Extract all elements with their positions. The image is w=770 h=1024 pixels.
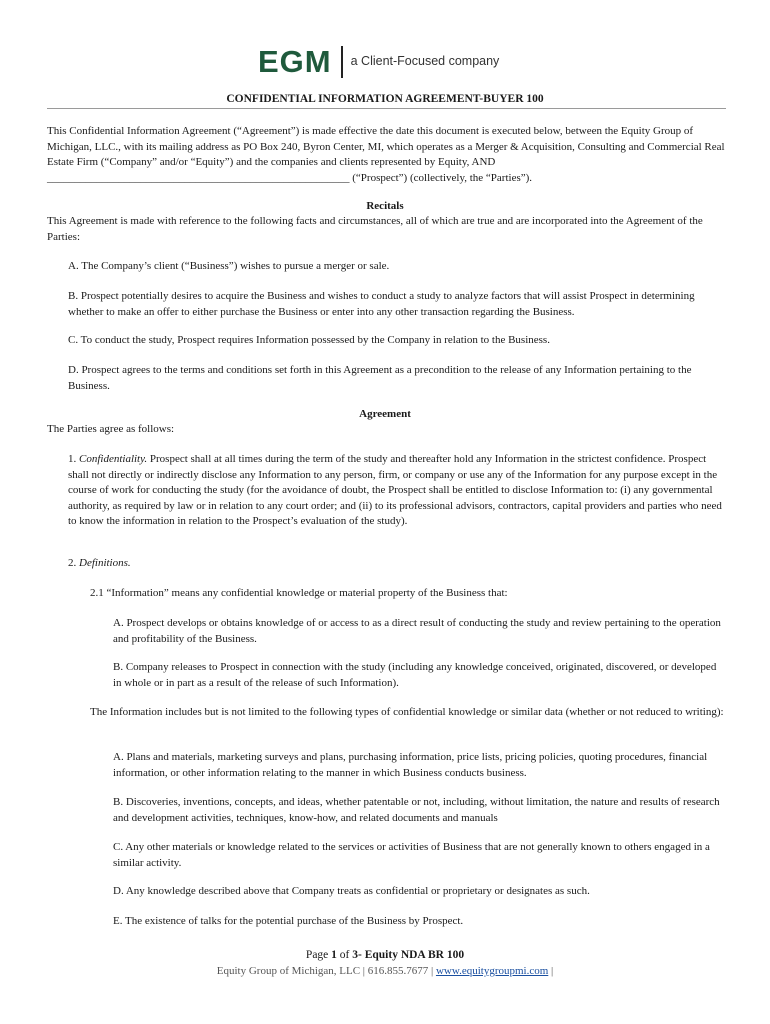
page-footer-number: Page 1 of 3- Equity NDA BR 100 [305,949,465,961]
contact-info: Equity Group of Michigan, LLC | 616.855.7677 | [216,965,436,977]
recital-a: A. The Company’s client (“Business”) wishes to pursue a merger or sale. [68,260,390,272]
website-link[interactable]: www.equitygroupmi.com [435,965,549,977]
page-footer-contact: Equity Group of Michigan, LLC | 616.855.7677 | www.equitygroupmi.com | [216,965,554,977]
section-definitions [68,556,728,572]
title-rule [47,108,726,109]
page-total: 3 [352,949,358,961]
section-title: Definitions. [79,557,131,569]
recitals-heading: Recitals [366,200,404,212]
section-number: 1. [68,453,79,465]
section-body: Prospect shall at all times during the term of the study and thereafter hold any Information in the strictest confidence. Prospect shall not directly or indirectly disclose any Information to any person, firm, or company or use any of the Information for any purpose except in the course of work for conducting the study (for the avoidance of doubt, the Prospect shall be entitled to disclose Information to: (i) any governmental authority, as required by law or in relation to any court order; and (ii) to its professional advisors, contractors, capital providers and parties who need to know the information in relation to the Prospect’s evaluation of the study). [68,453,722,527]
recital-d: D. Prospect agrees to the terms and conditions set forth in this Agreement as a precondition to the release of any Information pertaining to the Business. [68,364,692,392]
section-number: 2. [68,557,79,569]
doc-code: - Equity NDA BR 100 [358,949,465,961]
information-item-b: B. Discoveries, inventions, concepts, and ideas, whether patentable or not, including, without limitation, the nature and results of research and development activities, techniques, know-how, and related documents and manuals [113,796,720,824]
logo-tagline: a Client-Focused company [350,54,500,68]
company-logo [258,44,499,80]
recital-b: B. Prospect potentially desires to acquire the Business and wishes to conduct a study to analyze factors that will assist Prospect in determining whether to make an offer to either purchase the Business or enter into any other transaction regarding the Business. [68,290,695,318]
information-item-e: E. The existence of talks for the potential purchase of the Business by Prospect. [113,915,464,927]
definition-2-1: 2.1 “Information” means any confidential knowledge or material property of the Business that: [90,587,508,599]
information-item-a: A. Plans and materials, marketing surveys and plans, purchasing information, price lists, pricing policies, quoting procedures, financial information, or other information relating to the manner in which Business conducts business. [113,751,708,779]
intro-paragraph: This Confidential Information Agreement (“Agreement”) is made effective the date this document is executed below, between the Equity Group of Michigan, LLC., with its mailing address as PO Box 240, Byron Center, MI, which operates as a Merger & Acquisition, Consulting and Commercial Real Estate Firm (“Company” and/or “Equity”) and the companies and clients represented by Equity, AND _______________________________________________________ (“Prospect”) (collectively, the “Parties”). [47,125,725,184]
logo-divider [341,46,343,78]
document-title: CONFIDENTIAL INFORMATION AGREEMENT-BUYER 100 [226,93,544,105]
recitals-lead: This Agreement is made with reference to the following facts and circumstances, all of which are true and are incorporated into the Agreement of the Parties: [47,215,703,243]
page-current: 1 [331,949,337,961]
agreement-heading: Agreement [359,408,411,420]
information-item-d: D. Any knowledge described above that Company treats as confidential or proprietary or designates as such. [113,885,590,897]
information-includes: The Information includes but is not limited to the following types of confidential knowledge or similar data (whether or not reduced to writing): [90,706,724,718]
section-confidentiality [68,452,728,530]
recital-c: C. To conduct the study, Prospect requires Information possessed by the Company in relation to the Business. [68,334,550,346]
information-item-c: C. Any other materials or knowledge related to the services or activities of Business that are not generally known to others engaged in a similar activity. [113,841,710,869]
section-title: Confidentiality. [79,453,148,465]
logo-mark: EGM [258,44,332,79]
agreement-lead: The Parties agree as follows: [47,423,175,435]
definition-2-1-b: B. Company releases to Prospect in connection with the study (including any knowledge conceived, originated, discovered, or developed in whole or in part as a result of the release of such Information). [113,661,717,689]
definition-2-1-a: A. Prospect develops or obtains knowledge of or access to as a direct result of conducting the study and review pertaining to the operation and profitability of the Business. [113,617,721,645]
